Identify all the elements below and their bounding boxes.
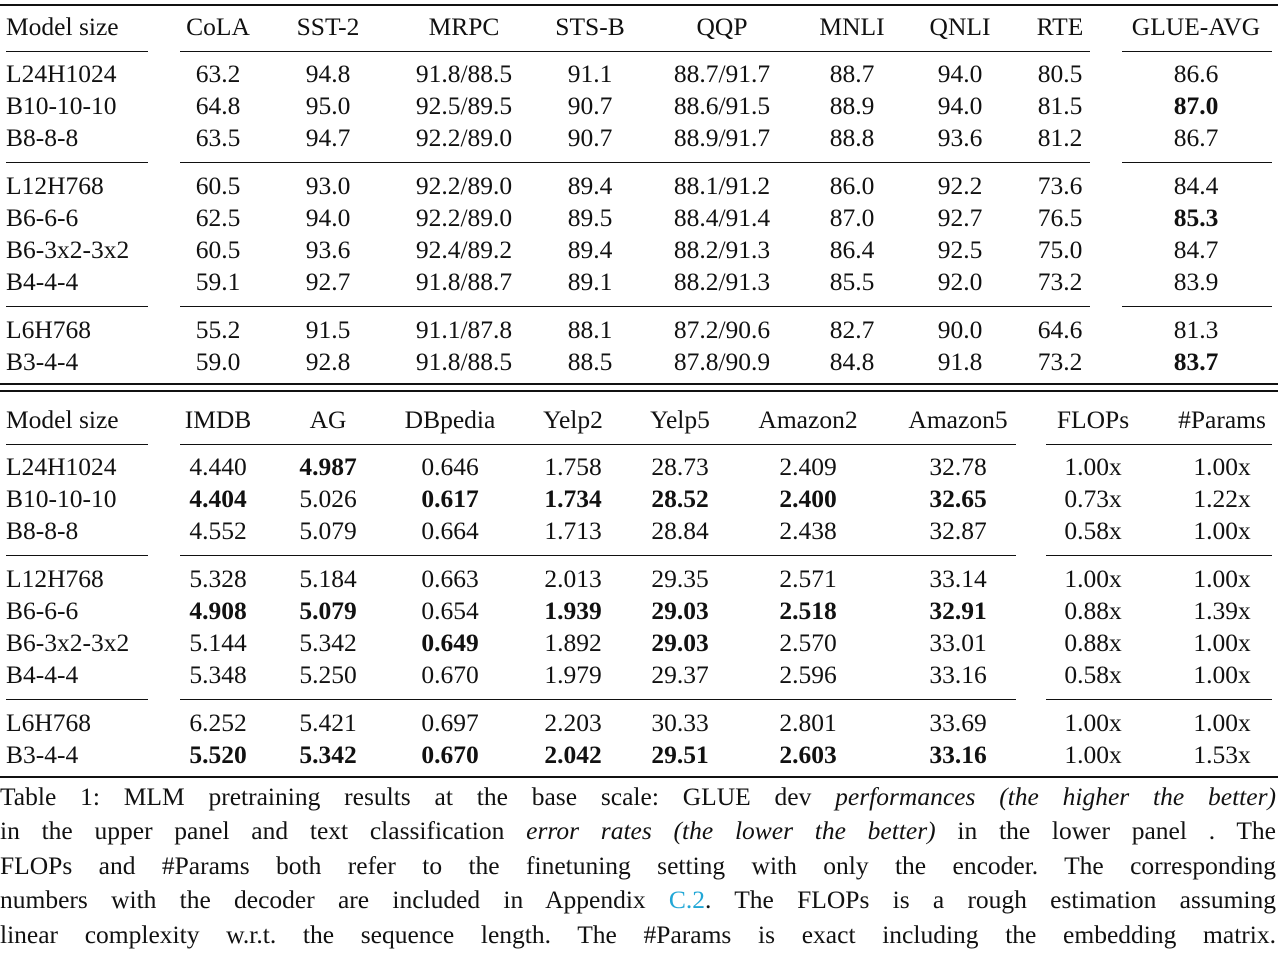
table-cell: 28.84	[651, 516, 709, 545]
table-cell: 64.8	[195, 91, 241, 120]
table-cell: 59.1	[195, 267, 241, 296]
table-cell: 5.520	[189, 740, 247, 769]
table-cell: 92.2/89.0	[415, 171, 513, 200]
table-cell: 1.00x	[1193, 660, 1251, 689]
column-header: QNLI	[929, 12, 991, 41]
table-cell: 32.91	[929, 596, 987, 625]
table-cell: 81.3	[1173, 315, 1219, 344]
table-cell: 75.0	[1037, 235, 1083, 264]
table-cell: 90.7	[567, 123, 613, 152]
column-header: IMDB	[184, 405, 252, 434]
column-header: Amazon2	[758, 405, 858, 434]
table-cell: 0.617	[421, 484, 479, 513]
table-cell: 1.713	[544, 516, 602, 545]
table-cell: 2.400	[779, 484, 837, 513]
caption-line-2	[0, 814, 1276, 848]
table-cell: 2.571	[779, 564, 837, 593]
row-label: L12H768	[6, 564, 104, 593]
row-label: B6-6-6	[6, 203, 79, 232]
row-label: L12H768	[6, 171, 104, 200]
caption-text: . The FLOPs is a rough estimation assuming	[705, 885, 1276, 915]
column-header: Yelp2	[543, 405, 603, 434]
table-cell: 2.596	[779, 660, 837, 689]
caption-line-4	[0, 883, 1276, 917]
table-cell: 91.8	[937, 347, 983, 376]
table-cell: 1.53x	[1193, 740, 1251, 769]
table-cell: 60.5	[195, 235, 241, 264]
table-cell: 92.5/89.5	[415, 91, 513, 120]
caption-line-1	[0, 780, 1276, 814]
table-cell: 1.00x	[1193, 516, 1251, 545]
table-cell: 88.9	[829, 91, 875, 120]
table-cell: 88.7	[829, 59, 875, 88]
table-cell: 92.4/89.2	[415, 235, 513, 264]
table-cell: 93.6	[305, 235, 351, 264]
table-cell: 91.8/88.7	[415, 267, 513, 296]
table-cell: 5.026	[299, 484, 357, 513]
table-cell: 0.58x	[1064, 660, 1122, 689]
table-cell: 30.33	[651, 708, 709, 737]
table-row	[0, 90, 1278, 122]
table-cell: 1.00x	[1193, 452, 1251, 481]
table-cell: 1.892	[544, 628, 602, 657]
table-row	[0, 483, 1278, 515]
column-header: STS-B	[555, 12, 625, 41]
table-cell: 95.0	[305, 91, 351, 120]
group-rule	[6, 162, 148, 163]
table-cell: 81.2	[1037, 123, 1083, 152]
column-header: Model size	[6, 405, 119, 434]
caption-line-3: FLOPs and #Params both refer to the finetuning setting with only the encoder. The corresponding	[0, 850, 1276, 880]
column-header: MRPC	[428, 12, 500, 41]
table-cell: 1.00x	[1193, 564, 1251, 593]
table-cell: 29.37	[651, 660, 709, 689]
table-cell: 89.4	[567, 235, 613, 264]
group-rule	[180, 51, 1090, 52]
table-cell: 5.144	[189, 628, 247, 657]
row-label: L24H1024	[6, 59, 117, 88]
table-cell: 91.5	[305, 315, 351, 344]
panel-divider-rule-1	[0, 383, 1278, 385]
table-cell: 94.7	[305, 123, 351, 152]
table-cell: 2.409	[779, 452, 837, 481]
table-cell: 93.0	[305, 171, 351, 200]
table-cell: 4.404	[189, 484, 247, 513]
row-label: B3-4-4	[6, 347, 79, 376]
table-caption	[0, 780, 1278, 952]
table-cell: 2.801	[779, 708, 837, 737]
table-cell: 89.1	[567, 267, 613, 296]
caption-text: numbers with the decoder are included in Appendix	[0, 885, 669, 915]
table-cell: 92.8	[305, 347, 351, 376]
table-cell: 92.2/89.0	[415, 203, 513, 232]
column-header: GLUE-AVG	[1131, 12, 1261, 41]
caption-text: in the lower panel . The	[935, 816, 1277, 846]
table-cell: 62.5	[195, 203, 241, 232]
appendix-link[interactable]: C.2	[668, 885, 706, 915]
table-cell: 90.7	[567, 91, 613, 120]
table-cell: 86.4	[829, 235, 875, 264]
table-cell: 1.00x	[1193, 708, 1251, 737]
table-cell: 92.0	[937, 267, 983, 296]
row-label: B3-4-4	[6, 740, 79, 769]
row-label: B6-3x2-3x2	[6, 235, 130, 264]
column-header: RTE	[1036, 12, 1084, 41]
table-cell: 87.0	[1173, 91, 1219, 120]
table-cell: 86.7	[1173, 123, 1219, 152]
table-cell: 0.646	[421, 452, 479, 481]
table-cell: 85.3	[1173, 203, 1219, 232]
group-rule	[1122, 51, 1272, 52]
column-header: Yelp5	[650, 405, 710, 434]
table-cell: 0.663	[421, 564, 479, 593]
table-cell: 64.6	[1037, 315, 1083, 344]
table-cell: 33.01	[929, 628, 987, 657]
table-cell: 94.0	[305, 203, 351, 232]
table-cell: 88.7/91.7	[673, 59, 771, 88]
table-cell: 59.0	[195, 347, 241, 376]
table-cell: 1.00x	[1064, 740, 1122, 769]
table-cell: 55.2	[195, 315, 241, 344]
table-row	[0, 707, 1278, 739]
table-cell: 88.6/91.5	[673, 91, 771, 120]
table-cell: 91.1	[567, 59, 613, 88]
table-cell: 83.7	[1173, 347, 1219, 376]
table-cell: 76.5	[1037, 203, 1083, 232]
table-cell: 5.184	[299, 564, 357, 593]
upper-header-row	[0, 11, 1278, 43]
row-label: B6-6-6	[6, 596, 79, 625]
table-row	[0, 234, 1278, 266]
caption-text: Table 1: MLM pretraining results at the base scale: GLUE dev	[0, 782, 836, 811]
table-cell: 32.87	[929, 516, 987, 545]
table-cell: 60.5	[195, 171, 241, 200]
table-cell: 91.1/87.8	[415, 315, 513, 344]
table-row	[0, 170, 1278, 202]
group-rule	[1122, 306, 1272, 307]
row-label: B8-8-8	[6, 123, 79, 152]
group-rule	[180, 162, 1090, 163]
table-cell: 89.4	[567, 171, 613, 200]
table-cell: 32.65	[929, 484, 987, 513]
group-rule	[180, 699, 1016, 700]
table-cell: 90.0	[937, 315, 983, 344]
group-rule	[1046, 699, 1272, 700]
row-label: B6-3x2-3x2	[6, 628, 130, 657]
row-label: B10-10-10	[6, 91, 117, 120]
table-cell: 1.758	[544, 452, 602, 481]
caption-line-5: linear complexity w.r.t. the sequence length. The #Params is exact including the embedding matrix.	[0, 919, 1276, 949]
table-cell: 73.2	[1037, 347, 1083, 376]
table-cell: 94.8	[305, 59, 351, 88]
group-rule	[180, 306, 1090, 307]
table-cell: 29.03	[651, 628, 709, 657]
group-rule	[1046, 555, 1272, 556]
table-cell: 94.0	[937, 91, 983, 120]
table-cell: 29.51	[651, 740, 709, 769]
table-row	[0, 266, 1278, 298]
caption-text: in the upper panel and text classification	[0, 816, 527, 846]
table-cell: 2.518	[779, 596, 837, 625]
table-cell: 0.649	[421, 628, 479, 657]
table-cell: 5.079	[299, 596, 357, 625]
table-cell: 91.8/88.5	[415, 347, 513, 376]
table-cell: 2.570	[779, 628, 837, 657]
group-rule	[1046, 444, 1272, 445]
table-cell: 5.342	[299, 740, 357, 769]
table-cell: 2.603	[779, 740, 837, 769]
table-cell: 84.7	[1173, 235, 1219, 264]
table-cell: 33.16	[929, 660, 987, 689]
table-cell: 84.8	[829, 347, 875, 376]
table-cell: 4.552	[189, 516, 247, 545]
table-row	[0, 739, 1278, 771]
table-row	[0, 595, 1278, 627]
table-row	[0, 563, 1278, 595]
table-cell: 1.22x	[1193, 484, 1251, 513]
table-cell: 88.2/91.3	[673, 235, 771, 264]
table-cell: 2.438	[779, 516, 837, 545]
table-cell: 32.78	[929, 452, 987, 481]
group-rule	[6, 555, 148, 556]
table-cell: 88.2/91.3	[673, 267, 771, 296]
table-cell: 92.7	[937, 203, 983, 232]
group-rule	[6, 699, 148, 700]
bottom-rule	[0, 776, 1278, 778]
table-cell: 92.2/89.0	[415, 123, 513, 152]
table-cell: 2.013	[544, 564, 602, 593]
table-cell: 73.2	[1037, 267, 1083, 296]
table-cell: 4.908	[189, 596, 247, 625]
table-cell: 88.1/91.2	[673, 171, 771, 200]
column-header: SST-2	[296, 12, 360, 41]
column-header: Model size	[6, 12, 119, 41]
table-cell: 29.35	[651, 564, 709, 593]
table-cell: 4.440	[189, 452, 247, 481]
table-cell: 0.88x	[1064, 628, 1122, 657]
table-cell: 5.421	[299, 708, 357, 737]
table-cell: 5.328	[189, 564, 247, 593]
row-label: B4-4-4	[6, 267, 79, 296]
lower-header-row	[0, 404, 1278, 436]
table-cell: 1.00x	[1064, 452, 1122, 481]
table-cell: 80.5	[1037, 59, 1083, 88]
table-cell: 29.03	[651, 596, 709, 625]
caption-emphasis: error rates (the lower the better)	[526, 816, 936, 846]
table-cell: 91.8/88.5	[415, 59, 513, 88]
table-row	[0, 314, 1278, 346]
row-label: B8-8-8	[6, 516, 79, 545]
table-cell: 87.2/90.6	[673, 315, 771, 344]
table-row	[0, 451, 1278, 483]
table-cell: 86.6	[1173, 59, 1219, 88]
column-header: CoLA	[186, 12, 250, 41]
table-cell: 83.9	[1173, 267, 1219, 296]
table-cell: 88.8	[829, 123, 875, 152]
table-cell: 33.69	[929, 708, 987, 737]
panel-divider-rule-2	[0, 390, 1278, 392]
table-cell: 33.16	[929, 740, 987, 769]
table-cell: 0.58x	[1064, 516, 1122, 545]
table-cell: 1.00x	[1064, 564, 1122, 593]
column-header: Amazon5	[908, 405, 1008, 434]
table-cell: 87.8/90.9	[673, 347, 771, 376]
table-cell: 33.14	[929, 564, 987, 593]
table-cell: 1.39x	[1193, 596, 1251, 625]
table-cell: 1.734	[544, 484, 602, 513]
column-header: QQP	[696, 12, 748, 41]
table-cell: 0.697	[421, 708, 479, 737]
group-rule	[180, 555, 1016, 556]
table-cell: 89.5	[567, 203, 613, 232]
table-cell: 0.664	[421, 516, 479, 545]
table-cell: 4.987	[299, 452, 357, 481]
table-cell: 2.042	[544, 740, 602, 769]
table-row	[0, 122, 1278, 154]
table-cell: 0.88x	[1064, 596, 1122, 625]
table-row	[0, 58, 1278, 90]
table-cell: 1.00x	[1064, 708, 1122, 737]
row-label: L6H768	[6, 708, 91, 737]
table-cell: 0.670	[421, 740, 479, 769]
column-header: #Params	[1178, 405, 1266, 434]
table-cell: 0.654	[421, 596, 479, 625]
table-cell: 82.7	[829, 315, 875, 344]
table-cell: 94.0	[937, 59, 983, 88]
column-header: MNLI	[819, 12, 885, 41]
table-cell: 63.2	[195, 59, 241, 88]
group-rule	[6, 51, 148, 52]
row-label: B10-10-10	[6, 484, 117, 513]
table-cell: 87.0	[829, 203, 875, 232]
table-cell: 0.73x	[1064, 484, 1122, 513]
row-label: L6H768	[6, 315, 91, 344]
table-row	[0, 202, 1278, 234]
table-cell: 88.9/91.7	[673, 123, 771, 152]
group-rule	[6, 306, 148, 307]
table-cell: 5.250	[299, 660, 357, 689]
table-cell: 88.5	[567, 347, 613, 376]
table-row	[0, 659, 1278, 691]
column-header: DBpedia	[404, 405, 496, 434]
table-cell: 5.079	[299, 516, 357, 545]
table-cell: 93.6	[937, 123, 983, 152]
table-cell: 92.5	[937, 235, 983, 264]
table-cell: 1.979	[544, 660, 602, 689]
row-label: B4-4-4	[6, 660, 79, 689]
table-cell: 28.52	[651, 484, 709, 513]
table-cell: 1.00x	[1193, 628, 1251, 657]
table-cell: 92.2	[937, 171, 983, 200]
table-cell: 5.342	[299, 628, 357, 657]
table-cell: 81.5	[1037, 91, 1083, 120]
table-cell: 73.6	[1037, 171, 1083, 200]
table-cell: 88.1	[567, 315, 613, 344]
column-header: AG	[309, 405, 347, 434]
table-cell: 1.939	[544, 596, 602, 625]
table-cell: 6.252	[189, 708, 247, 737]
table-cell: 0.670	[421, 660, 479, 689]
top-rule	[0, 4, 1278, 6]
table-cell: 5.348	[189, 660, 247, 689]
table-cell: 2.203	[544, 708, 602, 737]
group-rule	[6, 444, 148, 445]
table-cell: 85.5	[829, 267, 875, 296]
column-header: FLOPs	[1056, 405, 1130, 434]
table-cell: 28.73	[651, 452, 709, 481]
table-cell: 92.7	[305, 267, 351, 296]
table-row	[0, 346, 1278, 378]
row-label: L24H1024	[6, 452, 117, 481]
table-cell: 88.4/91.4	[673, 203, 771, 232]
group-rule	[1122, 162, 1272, 163]
table-cell: 63.5	[195, 123, 241, 152]
table-row	[0, 515, 1278, 547]
table-cell: 86.0	[829, 171, 875, 200]
table-row	[0, 627, 1278, 659]
caption-emphasis: performances (the higher the better)	[835, 782, 1276, 811]
group-rule	[180, 444, 1016, 445]
table-cell: 84.4	[1173, 171, 1219, 200]
